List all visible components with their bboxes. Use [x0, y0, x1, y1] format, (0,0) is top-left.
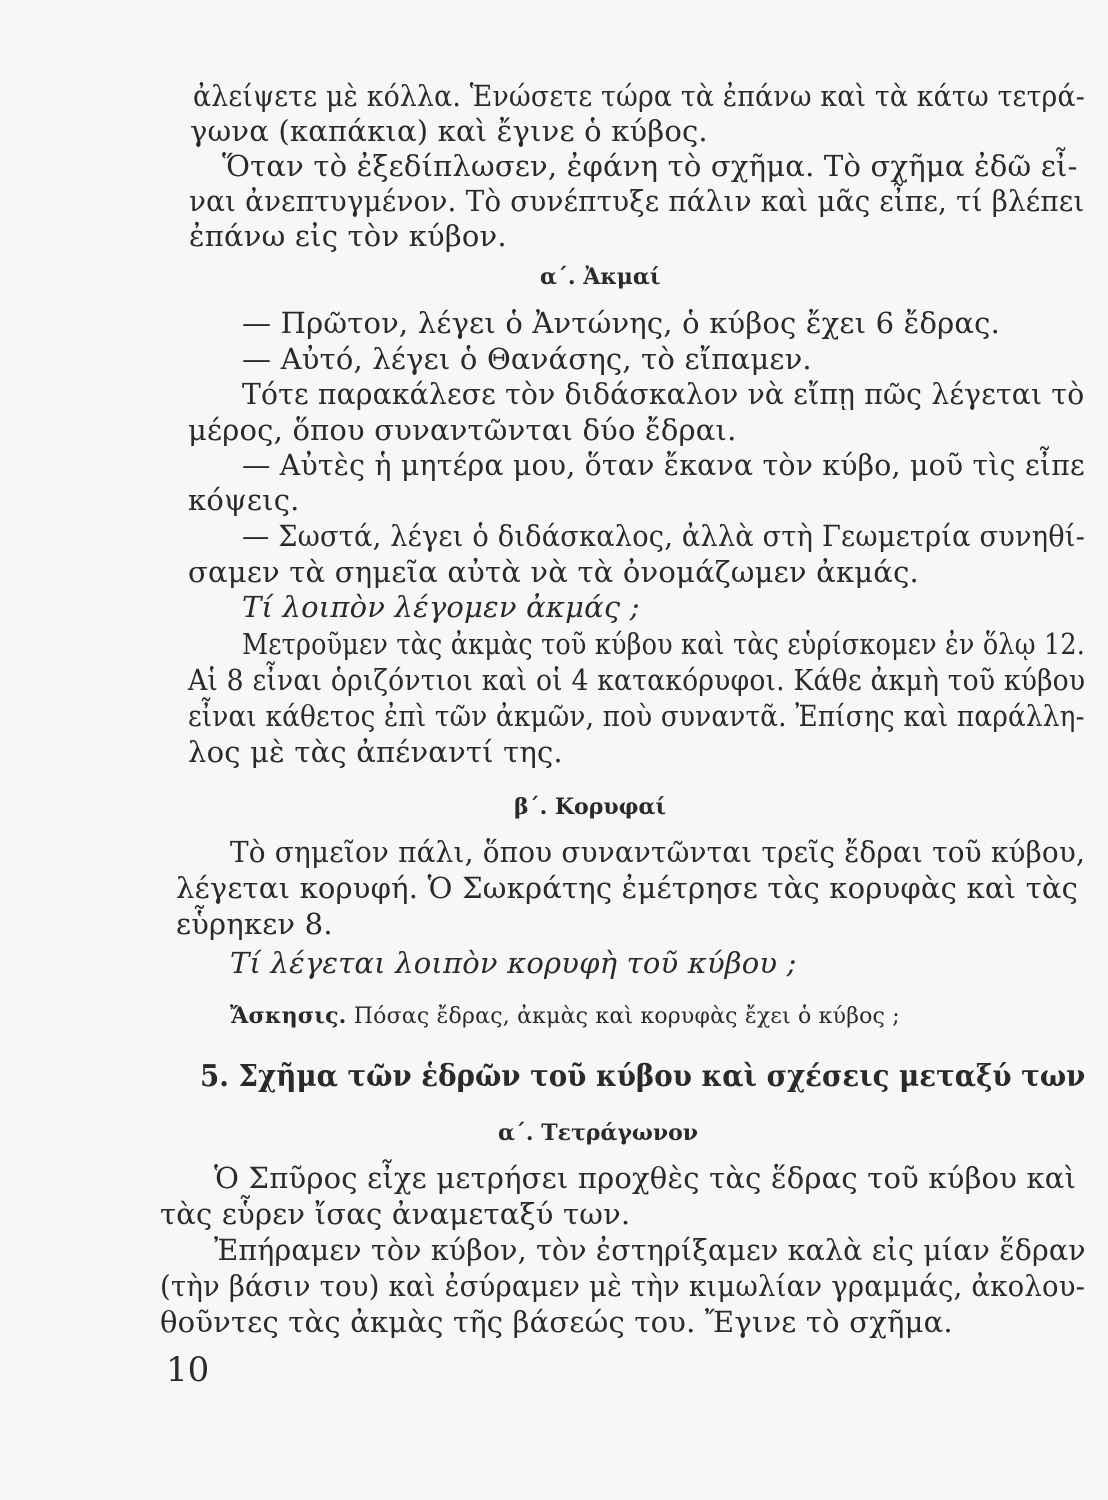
exercise-line: [230, 998, 900, 1035]
text-line: Αἱ 8 εἶναι ὁριζόντιοι καὶ οἱ 4 κατακόρυφοι. Κάθε ἀκμὴ τοῦ κύβου: [188, 663, 1086, 697]
text-line: ἀλείψετε μὲ κόλλα. Ἑνώσετε τώρα τὰ ἐπάνω καὶ τὰ κάτω τετρά-: [193, 79, 1085, 113]
subsection-heading-tetragonon: α΄. Τετράγωνον: [498, 1120, 699, 1146]
text-line: λέγεται κορυφή. Ὁ Σωκράτης ἐμέτρησε τὰς κορυφὰς καὶ τὰς: [176, 871, 1079, 905]
question-line: Τί λοιπὸν λέγομεν ἀκμάς ;: [242, 590, 640, 624]
subsection-heading-koryfai: β΄. Κορυφαί: [514, 794, 667, 820]
text-line: — Αὐτὲς ἡ μητέρα μου, ὅταν ἔκανα τὸν κύβο, μοῦ τὶς εἶπε: [242, 448, 1085, 482]
text-line: εἶναι κάθετος ἐπὶ τῶν ἀκμῶν, ποὺ συναντᾶ. Ἐπίσης καὶ παράλλη-: [188, 699, 1085, 733]
text-line: ἐπάνω εἰς τὸν κύβον.: [189, 219, 507, 253]
text-line: — Πρῶτον, λέγει ὁ Ἀντώνης, ὁ κύβος ἔχει 6 ἔδρας.: [242, 306, 1000, 340]
text-line: Ὁ Σπῦρος εἶχε μετρήσει προχθὲς τὰς ἕδρας τοῦ κύβου καὶ: [214, 1161, 1077, 1195]
text-line: εὗρηκεν 8.: [176, 907, 333, 941]
text-line: Τὸ σημεῖον πάλι, ὅπου συναντῶνται τρεῖς ἔδραι τοῦ κύβου,: [230, 835, 1086, 869]
text-line: θοῦντες τὰς ἀκμὰς τῆς βάσεώς του. Ἔγινε τὸ σχῆμα.: [160, 1305, 953, 1339]
text-line: Ἐπήραμεν τὸν κύβον, τὸν ἐστηρίξαμεν καλὰ εἰς μίαν ἕδραν: [214, 1233, 1086, 1267]
text-line: — Αὐτό, λέγει ὁ Θανάσης, τὸ εἴπαμεν.: [242, 342, 812, 376]
question-line: Τί λέγεται λοιπὸν κορυφὴ τοῦ κύβου ;: [230, 946, 797, 980]
text-line: Μετροῦμεν τὰς ἀκμὰς τοῦ κύβου καὶ τὰς εὑρίσκομεν ἐν ὅλῳ 12.: [242, 627, 1086, 661]
text-line: μέρος, ὅπου συναντῶνται δύο ἔδραι.: [188, 413, 737, 447]
text-line: τὰς εὗρεν ἴσας ἀναμεταξύ των.: [160, 1197, 631, 1231]
text-line: κόψεις.: [188, 483, 300, 517]
exercise-label: Ἄσκησις.: [230, 1003, 347, 1029]
text-line: γωνα (καπάκια) καὶ ἔγινε ὁ κύβος.: [190, 114, 708, 148]
subsection-heading-akmai: α΄. Ἀκμαί: [540, 264, 661, 290]
text-line: Τότε παρακάλεσε τὸν διδάσκαλον νὰ εἴπῃ πῶς λέγεται τὸ: [242, 377, 1085, 411]
text-line: λος μὲ τὰς ἀπέναντί της.: [188, 735, 563, 769]
text-line: σαμεν τὰ σημεῖα αὐτὰ νὰ τὰ ὀνομάζωμεν ἀκμάς.: [188, 555, 919, 589]
page-number: 10: [166, 1350, 210, 1390]
section-5-title: 5. Σχῆμα τῶν ἑδρῶν τοῦ κύβου καὶ σχέσεις μεταξύ των: [200, 1059, 1086, 1094]
text-line: (τὴν βάσιν του) καὶ ἐσύραμεν μὲ τὴν κιμωλίαν γραμμάς, ἀκολου-: [160, 1269, 1086, 1303]
text-line: Ὅταν τὸ ἐξεδίπλωσεν, ἐφάνη τὸ σχῆμα. Τὸ σχῆμα ἐδῶ εἶ-: [222, 149, 1078, 183]
text-line: — Σωστά, λέγει ὁ διδάσκαλος, ἀλλὰ στὴ Γεωμετρία συνηθί-: [242, 519, 1085, 553]
text-line: ναι ἀνεπτυγμένον. Τὸ συνέπτυξε πάλιν καὶ μᾶς εἶπε, τί βλέπει: [189, 184, 1085, 218]
exercise-text: Πόσας ἔδρας, ἀκμὰς καὶ κορυφὰς ἔχει ὁ κύβος ;: [353, 1004, 900, 1029]
